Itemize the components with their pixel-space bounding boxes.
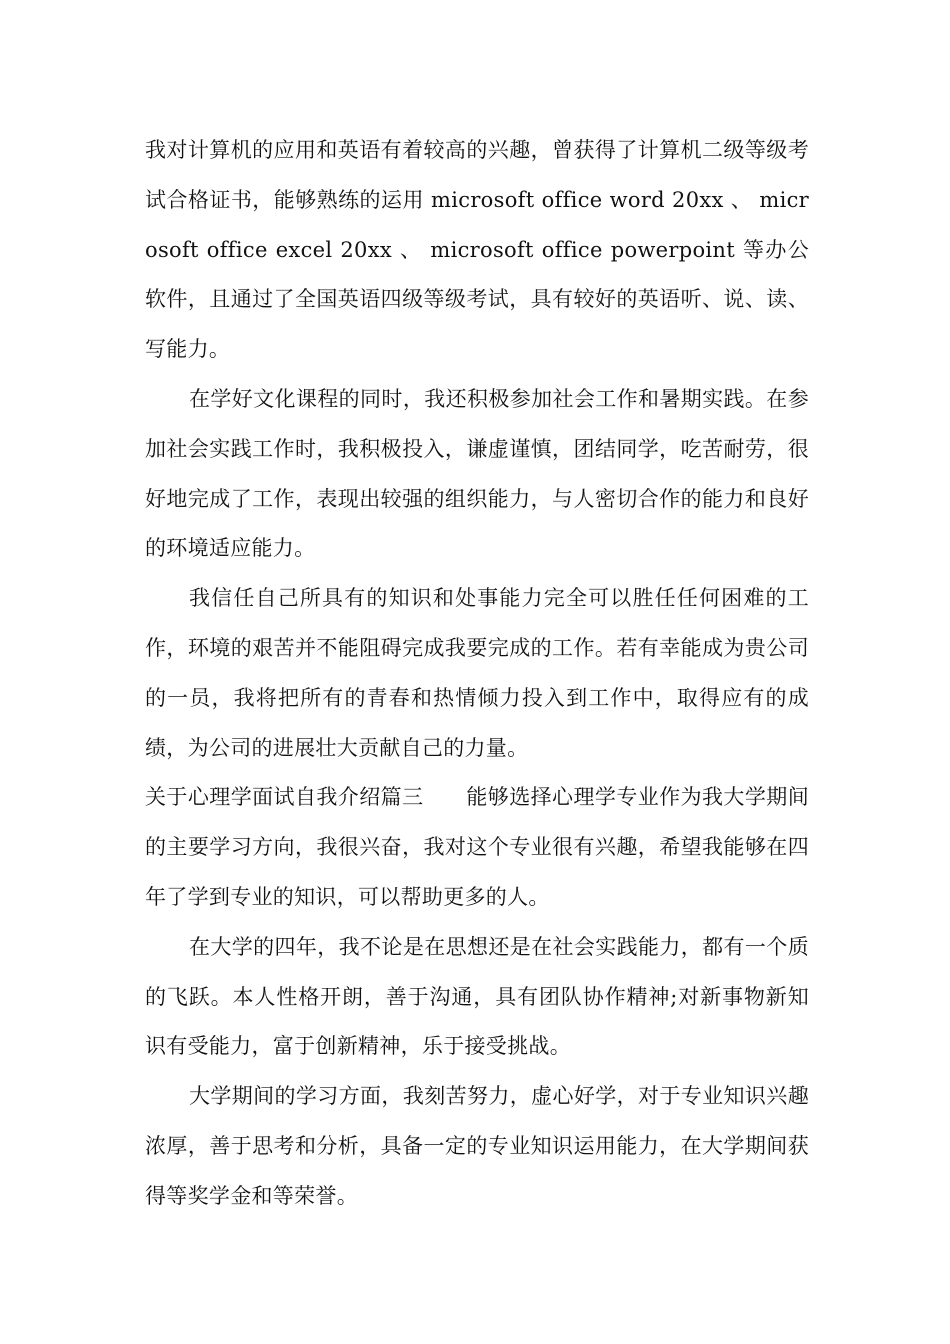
paragraph-study-achievements: 大学期间的学习方面，我刻苦努力，虚心好学，对于专业知识兴趣浓厚，善于思考和分析，具备一定的专业知识运用能力，在大学期间获得等奖学金和等荣誉。 bbox=[145, 1084, 809, 1208]
document-page bbox=[145, 126, 809, 1222]
paragraph-confidence: 我信任自己所具有的知识和处事能力完全可以胜任任何困难的工作，环境的艰苦并不能阻碍完成我要完成的工作。若有幸能成为贵公司的一员，我将把所有的青春和热情倾力投入到工作中，取得应有的成绩，为公司的进展壮大贡献自己的力量。 bbox=[145, 586, 809, 760]
paragraph-university-growth: 在大学的四年，我不论是在思想还是在社会实践能力，都有一个质的飞跃。本人性格开朗，善于沟通，具有团队协作精神;对新事物新知识有受能力，富于创新精神，乐于接受挑战。 bbox=[145, 934, 809, 1059]
paragraph-social-practice: 在学好文化课程的同时，我还积极参加社会工作和暑期实践。在参加社会实践工作时，我积极投入，谦虚谨慎，团结同学，吃苦耐劳，很好地完成了工作，表现出较强的组织能力，与人密切合作的能力和良好的环境适应能力。 bbox=[145, 386, 809, 561]
paragraph-section-three-intro: 关于心理学面试自我介绍篇三 能够选择心理学专业作为我大学期间的主要学习方向，我很兴奋，我对这个专业很有兴趣，希望我能够在四年了学到专业的知识，可以帮助更多的人。 bbox=[145, 785, 809, 909]
paragraph-computer-english-skills: 我对计算机的应用和英语有着较高的兴趣，曾获得了计算机二级等级考试合格证书，能够熟练的运用 microsoft office word 20xx 、 microsoft office excel 20xx 、 microsoft office powerpoint 等办公软件，且通过了全国英语四级等级考试，具有较好的英语听、说、读、写能力。 bbox=[145, 138, 809, 362]
